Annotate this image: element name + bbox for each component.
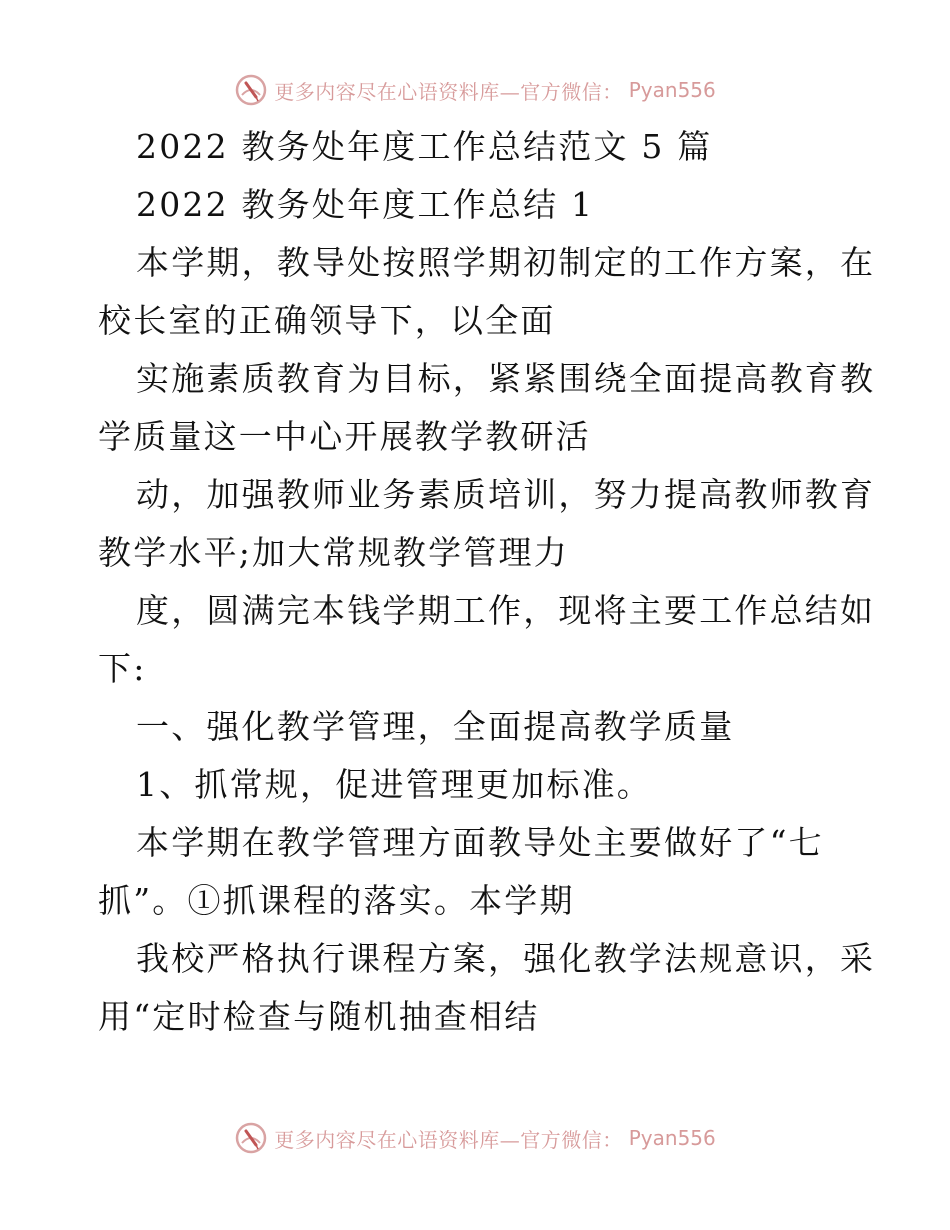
- paragraph-line: 校长室的正确领导下，以全面: [98, 301, 556, 340]
- paragraph-line: 学质量这一中心开展教学教研活: [98, 417, 591, 456]
- watermark-footer: [0, 1118, 950, 1158]
- paragraph-line: 度，圆满完本钱学期工作，现将主要工作总结如: [136, 591, 876, 630]
- watermark-header: [0, 70, 950, 110]
- paragraph-line: 动，加强教师业务素质培训，努力提高教师教育: [136, 475, 876, 514]
- paragraph-line: 我校严格执行课程方案，强化教学法规意识，采: [136, 939, 876, 978]
- paragraph-line: 实施素质教育为目标，紧紧围绕全面提高教育教: [136, 359, 876, 398]
- paragraph-line: 下:: [98, 649, 147, 688]
- paragraph-line: 用“定时检查与随机抽查相结: [98, 997, 540, 1036]
- book-pen-logo-icon: [234, 73, 268, 107]
- document-body: [0, 118, 950, 1046]
- paragraph-line: 抓”。①抓课程的落实。本学期: [98, 881, 575, 920]
- paragraph-line: 本学期在教学管理方面教导处主要做好了“七: [136, 823, 824, 862]
- watermark-text: 更多内容尽在心语资料库—官方微信：: [274, 1127, 623, 1152]
- paragraph-line: 本学期，教导处按照学期初制定的工作方案，在: [136, 243, 876, 282]
- paragraph-line: 教学水平;加大常规教学管理力: [98, 533, 569, 572]
- watermark-wechat-id: Pyan556: [628, 1126, 716, 1150]
- item-heading: 1、抓常规，促进管理更加标准。: [136, 765, 652, 804]
- document-title: 2022 教务处年度工作总结范文 5 篇: [136, 127, 713, 166]
- section-heading: 2022 教务处年度工作总结 1: [136, 185, 595, 224]
- book-pen-logo-icon: [234, 1121, 268, 1155]
- subsection-heading: 一、强化教学管理，全面提高教学质量: [136, 707, 735, 746]
- watermark-wechat-id: Pyan556: [628, 78, 716, 102]
- watermark-text: 更多内容尽在心语资料库—官方微信：: [274, 79, 623, 104]
